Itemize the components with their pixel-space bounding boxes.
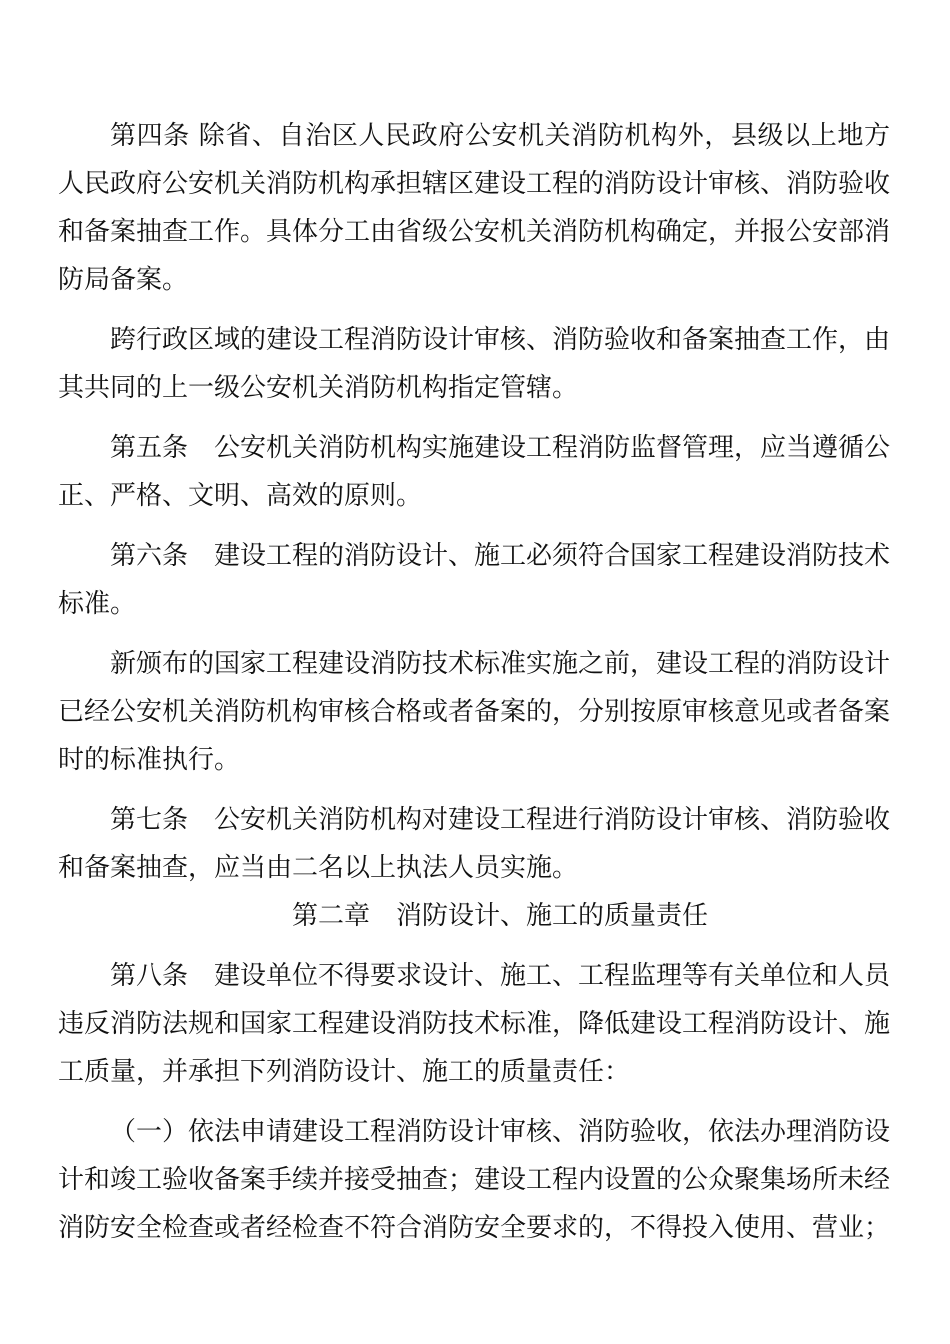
- article-4-paragraph: 第四条 除省、自治区人民政府公安机关消防机构外，县级以上地方人民政府公安机关消防机构承担辖区建设工程的消防设计审核、消防验收和备案抽查工作。具体分工由省级公安机关消防机构确定，并报公安部消防局备案。: [58, 121, 891, 295]
- article-8-item-1-paragraph: （一）依法申请建设工程消防设计审核、消防验收，依法办理消防设计和竣工验收备案手续并接受抽查；建设工程内设置的公众聚集场所未经消防安全检查或者经检查不符合消防安全要求的，不得投入使用、营业；: [58, 1117, 891, 1243]
- article-6-paragraph: 第六条 建设工程的消防设计、施工必须符合国家工程建设消防技术标准。: [58, 541, 891, 619]
- document-body: [58, 112, 890, 1264]
- article-6-standards-paragraph: 新颁布的国家工程建设消防技术标准实施之前，建设工程的消防设计已经公安机关消防机构审核合格或者备案的，分别按原审核意见或者备案时的标准执行。: [58, 649, 891, 775]
- article-7-paragraph: 第七条 公安机关消防机构对建设工程进行消防设计审核、消防验收和备案抽查，应当由二名以上执法人员实施。: [58, 805, 891, 883]
- article-4-jurisdiction-paragraph: 跨行政区域的建设工程消防设计审核、消防验收和备案抽查工作，由其共同的上一级公安机关消防机构指定管辖。: [58, 325, 891, 403]
- chapter-heading: 第二章 消防设计、施工的质量责任: [291, 901, 708, 931]
- article-8-paragraph: 第八条 建设单位不得要求设计、施工、工程监理等有关单位和人员违反消防法规和国家工程建设消防技术标准，降低建设工程消防设计、施工质量，并承担下列消防设计、施工的质量责任：: [58, 961, 891, 1087]
- article-5-paragraph: 第五条 公安机关消防机构实施建设工程消防监督管理，应当遵循公正、严格、文明、高效的原则。: [58, 433, 891, 511]
